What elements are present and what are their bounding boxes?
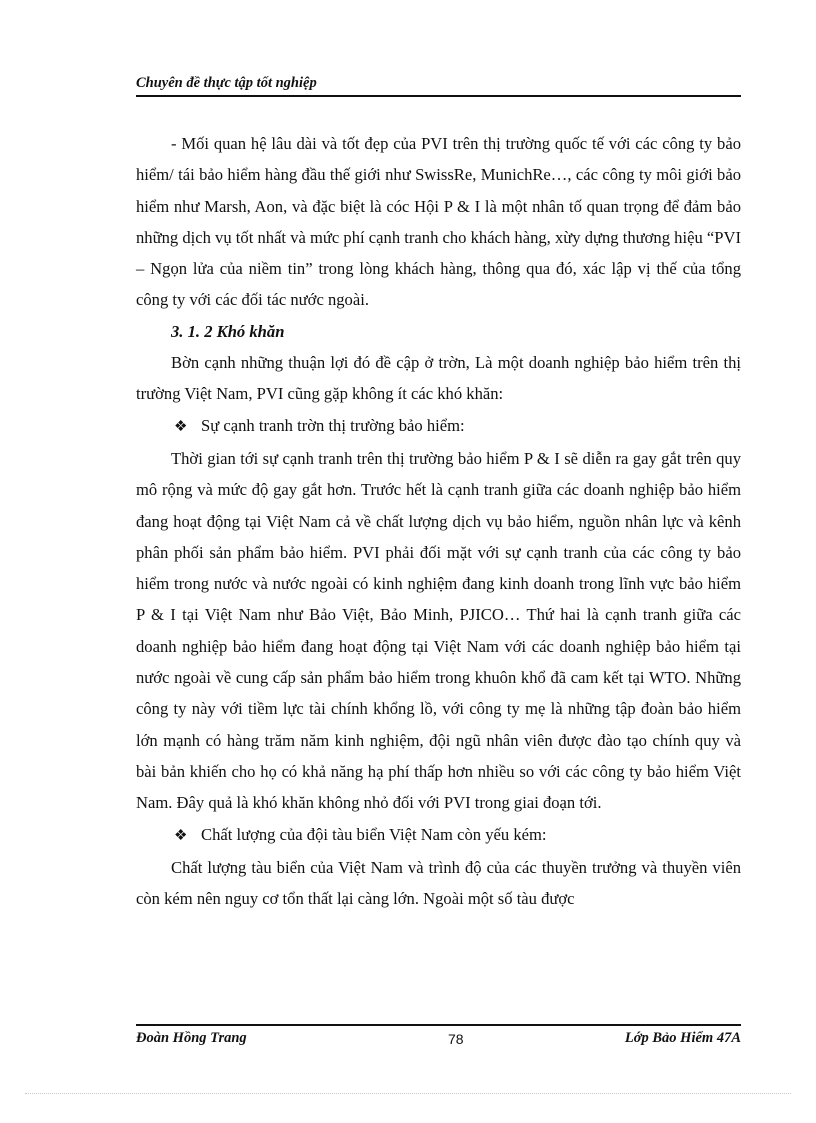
page-footer	[136, 1024, 741, 1047]
header-title: Chuyên đề thực tập tốt nghiệp	[136, 75, 317, 91]
page-edge-divider	[25, 1093, 791, 1094]
paragraph-difficulties-intro: Bờn cạnh những thuận lợi đó đề cập ở trờn, Là một doanh nghiệp bảo hiểm trên thị trường Việt Nam, PVI cũng gặp không ít các khó khăn:	[136, 353, 741, 404]
footer-class-name: Lớp Bảo Hiểm 47A	[624, 1030, 741, 1046]
section-heading: 3. 1. 2 Khó khăn	[171, 321, 285, 341]
bullet-competition	[136, 410, 741, 443]
diamond-bullet-icon: ❖	[174, 827, 188, 844]
paragraph-fleet-quality: Chất lượng tàu biển của Việt Nam và trình độ của các thuyền trưởng và thuyền viên còn kém nên nguy cơ tổn thất lại càng lớn. Ngoài một số tàu được	[136, 857, 741, 909]
paragraph-competition: Thời gian tới sự cạnh tranh trên thị trường bảo hiểm P & I sẽ diễn ra gay gắt trên quy mô rộng và mức độ gay gắt hơn. Trước hết là cạnh tranh giữa các doanh nghiệp bảo hiểm đang hoạt động tại Việt Nam cả về chất lượng dịch vụ bảo hiểm, nguồn nhân lực và kênh phân phối sản phẩm bảo hiểm. PVI phải đối mặt với sự cạnh tranh của các công ty bảo hiểm trong nước và nước ngoài có kinh nghiệm đang kinh doanh trong lĩnh vực bảo hiểm P & I tại Việt Nam như Bảo Việt, Bảo Minh, PJICO… Thứ hai là cạnh tranh giữa các doanh nghiệp bảo hiểm đang hoạt động tại Việt Nam với các doanh nghiệp bảo hiểm tại nước ngoài về cung cấp sản phẩm bảo hiểm trong khuôn khổ đã cam kết tại WTO. Những công ty này với tiềm lực tài chính khổng lồ, với công ty mẹ là những tập đoàn bảo hiểm lớn mạnh có hàng trăm năm kinh nghiệm, đội ngũ nhân viên được đào tạo chính quy và bài bản khiến cho họ có khả năng hạ phí thấp hơn nhiều so với các công ty bảo hiểm Việt Nam. Đây quả là khó khăn không nhỏ đối với PVI trong giai đoạn tới.	[136, 448, 741, 813]
bullet-fleet-quality-text: Chất lượng của đội tàu biển Việt Nam còn yếu kém:	[201, 824, 547, 844]
paragraph-relations: - Mối quan hệ lâu dài và tốt đẹp của PVI trên thị trường quốc tế với các công ty bảo hiểm/ tái bảo hiểm hàng đầu thế giới như SwissRe, MunichRe…, các công ty môi giới bảo hiểm như Marsh, Aon, và đặc biệt là cóc Hội P & I là một nhân tố quan trọng để đảm bảo những dịch vụ tốt nhất và mức phí cạnh tranh cho khách hàng, xừy dựng thương hiệu “PVI – Ngọn lửa của niềm tin” trong lòng khách hàng, thông qua đó, xác lập vị thế của tổng công ty với các đối tác nước ngoài.	[136, 134, 741, 310]
bullet-fleet-quality	[136, 819, 741, 852]
diamond-bullet-icon: ❖	[174, 418, 188, 435]
page-header	[136, 74, 741, 97]
bullet-competition-text: Sự cạnh tranh trờn thị trường bảo hiểm:	[201, 415, 465, 435]
footer-author: Đoàn Hồng Trang	[136, 1030, 247, 1046]
document-body	[136, 128, 741, 914]
page-number: 78	[447, 1030, 464, 1047]
